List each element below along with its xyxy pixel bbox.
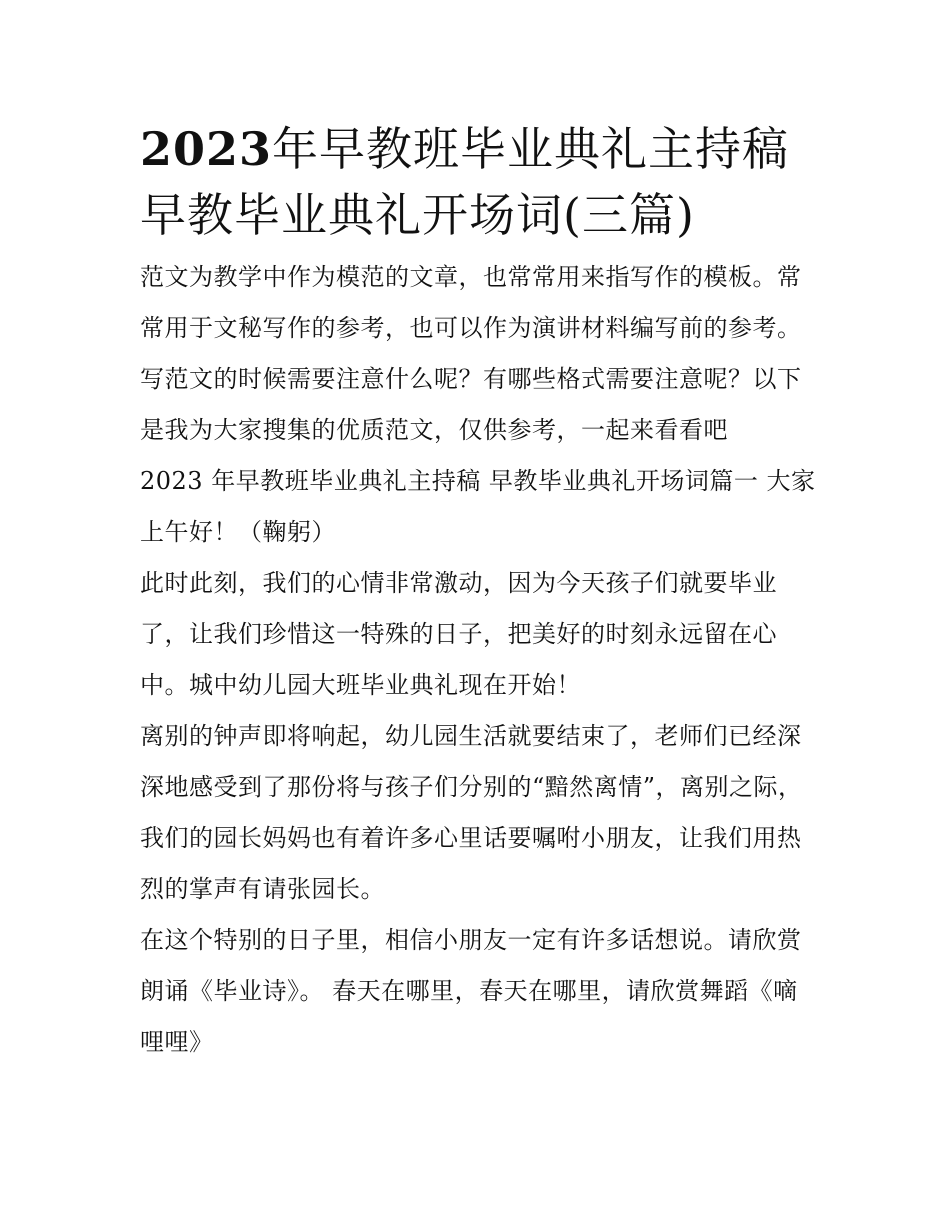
title-line-1 [140, 116, 820, 182]
title-year: 2023 [140, 122, 273, 176]
title-line-2: 早教毕业典礼开场词(三篇) [140, 188, 695, 242]
paragraph-intro: 范文为教学中作为模范的文章，也常常用来指写作的模板。常常用于文秘写作的参考，也可以作为演讲材料编写前的参考。写范文的时候需要注意什么呢？有哪些格式需要注意呢？以下是我为大家搜集的优质范文，仅供参考，一起来看看吧 [140, 263, 802, 444]
paragraph-opening: 此时此刻，我们的心情非常激动，因为今天孩子们就要毕业了，让我们珍惜这一特殊的日子，把美好的时刻永远留在心中。城中幼儿园大班毕业典礼现在开始！ [140, 569, 777, 699]
document-body [140, 252, 820, 1068]
paragraph-heading-greeting: 2023 年早教班毕业典礼主持稿 早教毕业典礼开场词篇一 大家上午好！（鞠躬） [140, 467, 816, 546]
title-text-line-1: 年早教班毕业典礼主持稿 [272, 122, 790, 176]
paragraph-performance: 在这个特别的日子里，相信小朋友一定有许多话想说。请欣赏朗诵《毕业诗》。 春天在哪里，春天在哪里，请欣赏舞蹈《嘀哩哩》 [140, 926, 802, 1056]
document-page [140, 116, 820, 1068]
document-title [140, 116, 820, 248]
paragraph-farewell: 离别的钟声即将响起，幼儿园生活就要结束了，老师们已经深深地感受到了那份将与孩子们分别的“黯然离情”，离别之际，我们的园长妈妈也有着许多心里话要嘱咐小朋友，让我们用热烈的掌声有请张园长。 [140, 722, 803, 903]
